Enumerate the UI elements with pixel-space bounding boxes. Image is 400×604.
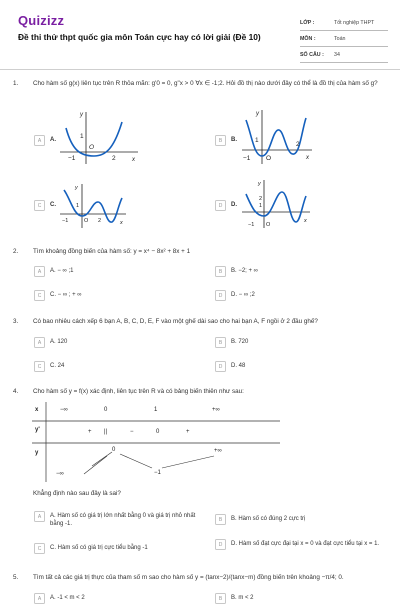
tick-label: 1	[76, 203, 80, 209]
option-text: A. Hàm số có giá trị lớn nhất bằng 0 và giá trị nhỏ nhất bằng -1.	[50, 512, 196, 527]
option-letter: D	[215, 200, 226, 211]
row-label-x: x	[35, 407, 39, 413]
option-d[interactable]	[215, 290, 255, 301]
graph-d	[240, 176, 312, 232]
option-text: B. Hàm số có đúng 2 cực trị	[231, 515, 306, 522]
question-number: 5.	[13, 574, 19, 581]
option-letter: C	[34, 361, 45, 372]
meta-key: SỐ CÂU :	[300, 51, 324, 58]
option-a[interactable]	[34, 511, 204, 528]
option-d[interactable]	[215, 539, 387, 550]
meta-row-class	[300, 15, 388, 31]
option-text: D. − ∞ ;2	[231, 291, 255, 298]
option-text: B.	[231, 136, 237, 143]
question-number: 3.	[13, 318, 19, 325]
meta-value: Toán	[334, 35, 346, 42]
x-value: +∞	[212, 407, 220, 413]
yprime-sign: −	[130, 429, 134, 435]
question-followup: Khẳng định nào sau đây là sai?	[33, 490, 121, 497]
option-text: A. − ∞ ;1	[50, 267, 74, 274]
yprime-sign: ||	[104, 429, 108, 435]
x-value: 0	[104, 407, 108, 413]
option-b[interactable]	[215, 514, 385, 525]
option-letter: A	[34, 593, 45, 604]
y-value: −1	[154, 470, 161, 476]
option-b[interactable]	[215, 337, 248, 348]
meta-row-count	[300, 47, 388, 63]
row-label-y: y	[35, 450, 39, 456]
option-text: D.	[231, 201, 237, 208]
question-text: Có bao nhiêu cách xếp 6 bạn A, B, C, D, E, F vào một ghế dài sao cho hai bạn A, F ngồi ở 2 đầu ghế?	[33, 318, 318, 325]
yprime-sign: 0	[156, 429, 160, 435]
option-letter: C	[34, 543, 45, 554]
tick-label: 2	[259, 196, 263, 202]
option-b[interactable]	[215, 593, 254, 604]
tick-label: 2	[112, 155, 116, 162]
option-letter: A	[34, 266, 45, 277]
question-text: Cho hàm số y = f(x) xác định, liên tục trên R và có bảng biến thiên như sau:	[33, 388, 244, 395]
option-letter: A	[34, 511, 45, 522]
meta-value: 34	[334, 51, 340, 58]
tick-label: O	[84, 218, 89, 224]
tick-label: 2	[296, 141, 300, 148]
option-text: B. −2; + ∞	[231, 267, 258, 274]
option-b[interactable]	[215, 135, 237, 146]
option-letter: B	[215, 266, 226, 277]
option-text: C. − ∞ ; + ∞	[50, 291, 82, 298]
yprime-sign: +	[88, 429, 92, 435]
option-b[interactable]	[215, 266, 258, 277]
meta-value: Tốt nghiệp THPT	[334, 19, 375, 26]
tick-label: 2	[98, 218, 102, 224]
option-text: C.	[50, 201, 56, 208]
option-text: B. 720	[231, 338, 249, 345]
axis-label-y: y	[258, 181, 261, 187]
option-d[interactable]	[215, 200, 237, 211]
question-number: 4.	[13, 388, 19, 395]
option-letter: B	[215, 337, 226, 348]
question-text: Cho hàm số g(x) liên tục trên R thỏa mãn: g'0 = 0, g"x > 0 ∀x ∈ -1;2. Hỏi đồ thị nào dưới đây có thể là đồ thị của hàm số g?	[33, 80, 378, 87]
option-letter: D	[215, 361, 226, 372]
axis-label-y: y	[256, 111, 259, 117]
option-text: C. Hàm số có giá trị cực tiểu bằng -1	[50, 544, 148, 551]
axis-label-x: x	[304, 218, 307, 224]
question-text: Tìm tất cả các giá trị thực của tham số m sao cho hàm số y = (tanx−2)/(tanx−m) đồng biến trên khoảng −π/4; 0.	[33, 574, 344, 581]
tick-label: 1	[259, 203, 263, 209]
question-number: 2.	[13, 248, 19, 255]
header-divider	[0, 69, 400, 70]
axis-label-x: x	[132, 157, 135, 163]
y-value: +∞	[214, 448, 222, 454]
option-text: D. Hàm số đạt cực đại tại x = 0 và đạt cực tiểu tại x = 1.	[231, 540, 380, 547]
option-a[interactable]	[34, 135, 56, 146]
graph-a	[58, 108, 140, 166]
option-letter: C	[34, 290, 45, 301]
option-letter: B	[215, 135, 226, 146]
x-value: −∞	[60, 407, 68, 413]
option-text: D. 48	[231, 362, 246, 369]
option-text: B. m < 2	[231, 594, 254, 601]
y-value: −∞	[56, 471, 64, 477]
variation-table	[32, 402, 280, 482]
axis-label-y: y	[80, 112, 83, 118]
option-letter: A	[34, 337, 45, 348]
option-letter: D	[215, 290, 226, 301]
option-c[interactable]	[34, 290, 82, 301]
option-a[interactable]	[34, 266, 73, 277]
graph-b	[240, 106, 314, 166]
axis-label-y: y	[75, 185, 78, 191]
option-a[interactable]	[34, 593, 85, 604]
option-letter: A	[34, 135, 45, 146]
yprime-sign: +	[186, 429, 190, 435]
option-letter: C	[34, 200, 45, 211]
option-c[interactable]	[34, 361, 64, 372]
tick-label: −1	[68, 155, 76, 162]
option-text: A. -1 < m < 2	[50, 594, 85, 601]
document-title: Đề thi thử thpt quốc gia môn Toán cực hay có lời giải (Đề 10)	[18, 32, 261, 42]
tick-label: 1	[255, 137, 259, 144]
tick-label: −1	[248, 222, 255, 228]
meta-key: LỚP :	[300, 19, 315, 26]
meta-row-subject	[300, 31, 388, 47]
meta-table	[300, 15, 388, 63]
option-d[interactable]	[215, 361, 245, 372]
option-letter: B	[215, 514, 226, 525]
question-text: Tìm khoảng đồng biến của hàm số: y = x⁴ − 8x² + 8x + 1	[33, 248, 191, 255]
question-number: 1.	[13, 80, 19, 87]
option-text: C. 24	[50, 362, 65, 369]
origin-label: O	[89, 144, 95, 151]
tick-label: −1	[62, 218, 69, 224]
tick-label: O	[266, 222, 271, 228]
row-label-yprime: y'	[35, 427, 40, 433]
meta-key: MÔN :	[300, 35, 316, 42]
quizizz-logo: Quizizz	[18, 13, 65, 28]
option-text: A.	[50, 136, 56, 143]
tick-label: −1	[243, 155, 251, 162]
axis-label-x: x	[306, 155, 309, 161]
tick-label: O	[266, 155, 272, 162]
graph-c	[58, 180, 128, 230]
option-c[interactable]	[34, 543, 204, 554]
option-a[interactable]	[34, 337, 67, 348]
x-value: 1	[154, 407, 158, 413]
option-letter: D	[215, 539, 226, 550]
tick-label: 1	[80, 133, 84, 140]
option-letter: B	[215, 593, 226, 604]
option-c[interactable]	[34, 200, 56, 211]
axis-label-x: x	[120, 220, 123, 226]
option-text: A. 120	[50, 338, 68, 345]
y-value: 0	[112, 447, 116, 453]
